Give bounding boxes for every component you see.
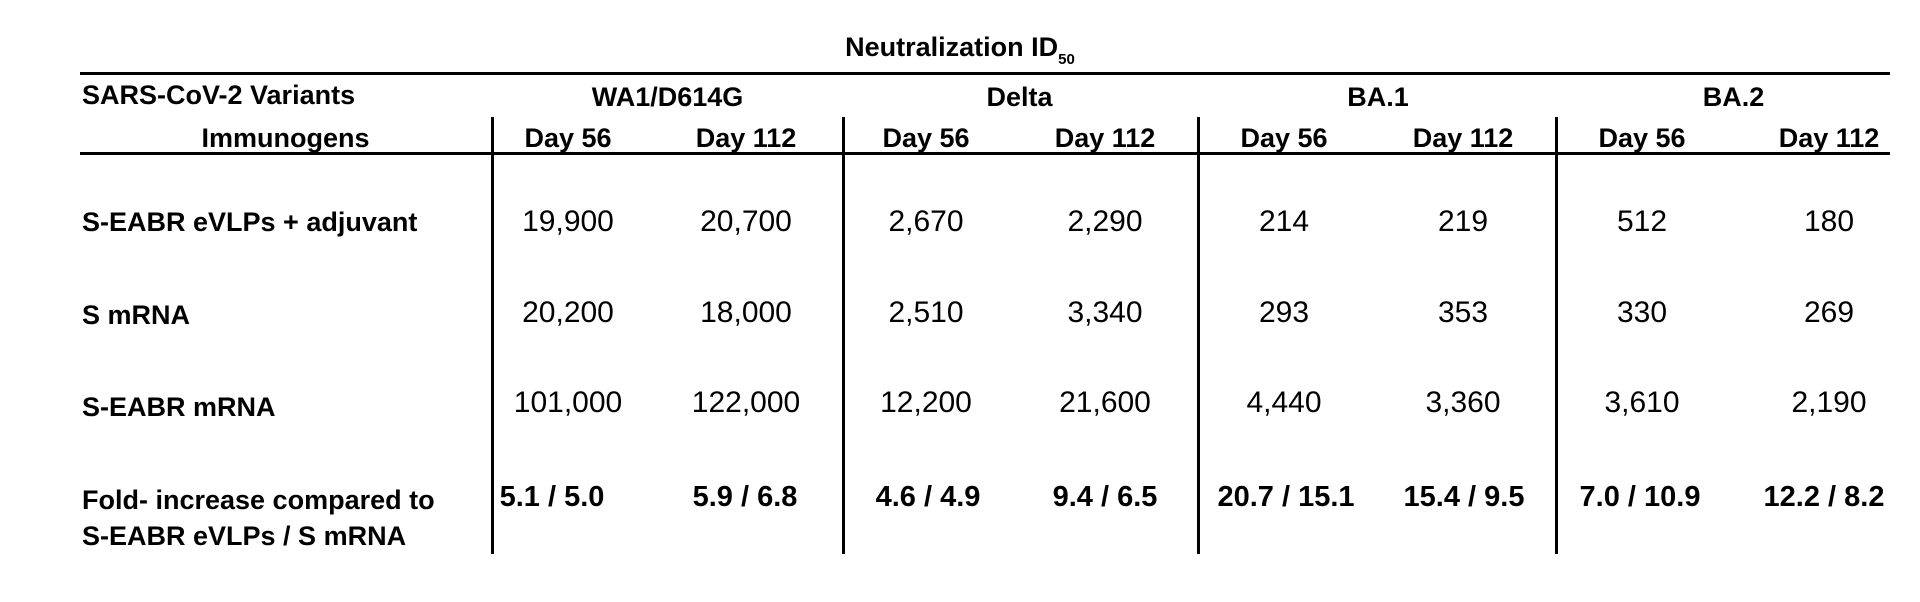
day-header: Day 56 [1598,123,1686,153]
table-cell: 269 [1803,296,1855,329]
day-header: Day 56 [1240,123,1328,153]
fold-cell: 7.0 / 10.9 [1579,481,1701,513]
row-label: S mRNA [82,300,191,330]
table-cell: 353 [1437,296,1489,329]
table-cell: 122,000 [691,386,801,419]
day-header: Day 112 [695,123,797,153]
table-cell: 3,610 [1604,386,1680,419]
variant-header: WA1/D614G [591,82,744,112]
table-cell: 219 [1437,205,1489,238]
table-cell: 293 [1258,296,1310,329]
table-cell: 2,670 [888,205,964,238]
fold-cell: 9.4 / 6.5 [1052,481,1158,513]
day-header: Day 112 [1054,123,1156,153]
table-cell: 180 [1803,205,1855,238]
title-main: Neutralization ID [845,32,1059,62]
table-cell: 512 [1616,205,1668,238]
table-cell: 3,340 [1067,296,1143,329]
table-cell: 101,000 [513,386,623,419]
divider-3 [1197,117,1200,554]
variant-header: Delta [986,82,1053,112]
table-cell: 21,600 [1059,386,1151,419]
table-cell: 20,700 [700,205,792,238]
day-header: Day 112 [1412,123,1514,153]
table-cell: 18,000 [700,296,792,329]
table-cell: 4,440 [1246,386,1322,419]
table-cell: 19,900 [522,205,614,238]
table-cell: 12,200 [880,386,972,419]
top-rule [80,72,1890,75]
table-cell: 2,190 [1791,386,1867,419]
day-header: Day 112 [1778,123,1880,153]
variants-label: SARS-CoV-2 Variants [82,80,356,110]
table-cell: 20,200 [522,296,614,329]
day-header: Day 56 [524,123,612,153]
fold-cell: 15.4 / 9.5 [1403,481,1525,513]
fold-row-label-line1: Fold- increase compared to [82,485,435,515]
fold-row-label-line2: S-EABR eVLPs / S mRNA [82,521,407,551]
row-label: S-EABR eVLPs + adjuvant [82,207,418,237]
table-cell: 3,360 [1425,386,1501,419]
fold-cell: 5.1 / 5.0 [499,481,605,513]
fold-cell: 5.9 / 6.8 [692,481,798,513]
day-header: Day 56 [882,123,970,153]
fold-cell: 4.6 / 4.9 [875,481,981,513]
immunogens-label: Immunogens [201,123,370,153]
table-cell: 2,290 [1067,205,1143,238]
variant-header: BA.1 [1347,82,1409,112]
table-cell: 330 [1616,296,1668,329]
row-label: S-EABR mRNA [82,392,276,422]
fold-cell: 12.2 / 8.2 [1763,481,1885,513]
table-title [0,32,1920,68]
title-subscript: 50 [1058,51,1075,68]
table-cell: 214 [1258,205,1310,238]
table-cell: 2,510 [888,296,964,329]
variant-header: BA.2 [1702,82,1765,112]
fold-cell: 20.7 / 15.1 [1217,481,1355,513]
